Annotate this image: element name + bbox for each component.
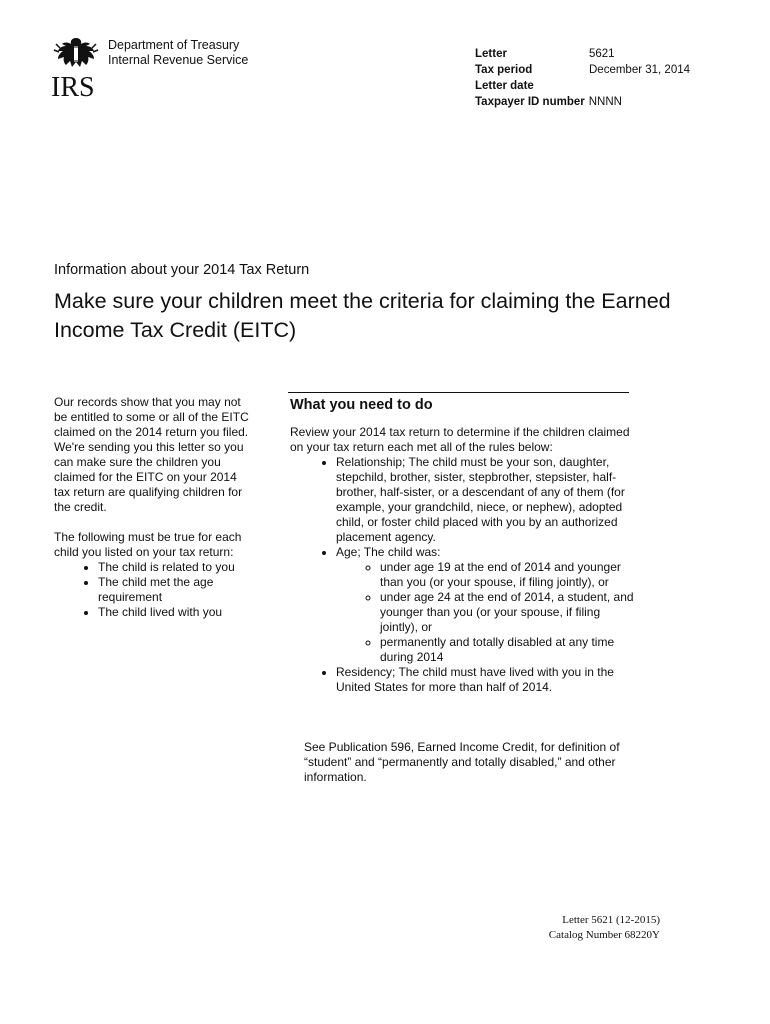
publication-note: See Publication 596, Earned Income Credit, for definition of “student” and “permanently and totally disabled,” and other information. — [304, 740, 620, 784]
page-subtitle: Information about your 2014 Tax Return — [54, 262, 310, 278]
section-divider — [288, 392, 629, 393]
letter-label: Letter — [475, 48, 507, 60]
left-list-intro: The following must be true for each child you listed on your tax return: — [54, 530, 242, 559]
right-column — [290, 398, 640, 695]
rules-list — [290, 455, 640, 695]
section-heading: What you need to do — [290, 397, 433, 413]
rule-age — [336, 545, 640, 665]
agency-name — [108, 38, 248, 68]
rule-residency: • Residency; The child must have lived with you in the United States for more than half of 2014. — [336, 665, 640, 695]
irs-logo-text: IRS — [51, 72, 95, 103]
page-title: Make sure your children meet the criteria for claiming the Earned Income Tax Credit (EITC) — [54, 289, 671, 342]
footer-catalog: Catalog Number 68220Y — [548, 929, 660, 941]
list-item: • The child is related to you — [98, 560, 254, 575]
letter-meta — [475, 46, 690, 110]
rule-relationship: • Relationship; The child must be your son, daughter, stepchild, brother, sister, stepbrother, stepsister, half-brother, half-sister, or a descendant of any of them (for example, your grandchild, niece, or nephew), adopted child, or foster child placed with you by an authorized placement agency. — [336, 455, 640, 545]
footer — [530, 913, 660, 943]
list-item: • The child lived with you — [98, 605, 254, 620]
left-criteria-list — [54, 560, 254, 620]
meta-row-tax-period — [475, 62, 690, 78]
age-sublist — [336, 560, 640, 665]
tax-period-value: December 31, 2014 — [589, 64, 691, 76]
taxpayer-id-label: Taxpayer ID number — [475, 96, 585, 108]
list-item: • The child met the age requirement — [98, 575, 254, 605]
letter-date-label: Letter date — [475, 80, 534, 92]
agency-line-1: Department of Treasury — [108, 38, 240, 52]
rule-age-label: Age; The child was: — [336, 545, 441, 559]
tax-period-label: Tax period — [475, 64, 533, 76]
meta-row-letter — [475, 46, 690, 62]
left-intro: Our records show that you may not be entitled to some or all of the EITC claimed on the 2014 return you filed. We're sending you this letter so you can make sure the children you claimed for the EITC on your 2014 tax return are qualifying children for the credit. — [54, 395, 249, 514]
list-item: ◦ under age 19 at the end of 2014 and younger than you (or your spouse, if filing jointly), or — [380, 560, 640, 590]
meta-row-letter-date — [475, 78, 690, 94]
irs-logo — [50, 32, 102, 104]
list-item: ◦ under age 24 at the end of 2014, a student, and younger than you (or your spouse, if filing jointly), or — [380, 590, 640, 635]
footer-letter-form: Letter 5621 (12-2015) — [562, 914, 660, 926]
taxpayer-id-value: NNNN — [588, 96, 622, 108]
left-column — [54, 395, 254, 620]
list-item: ◦ permanently and totally disabled at any time during 2014 — [380, 635, 640, 665]
meta-row-taxpayer-id — [475, 94, 690, 110]
agency-line-2: Internal Revenue Service — [108, 53, 249, 67]
letter-value: 5621 — [589, 48, 615, 60]
right-intro: Review your 2014 tax return to determine if the children claimed on your tax return each met all of the rules below: — [290, 425, 630, 454]
